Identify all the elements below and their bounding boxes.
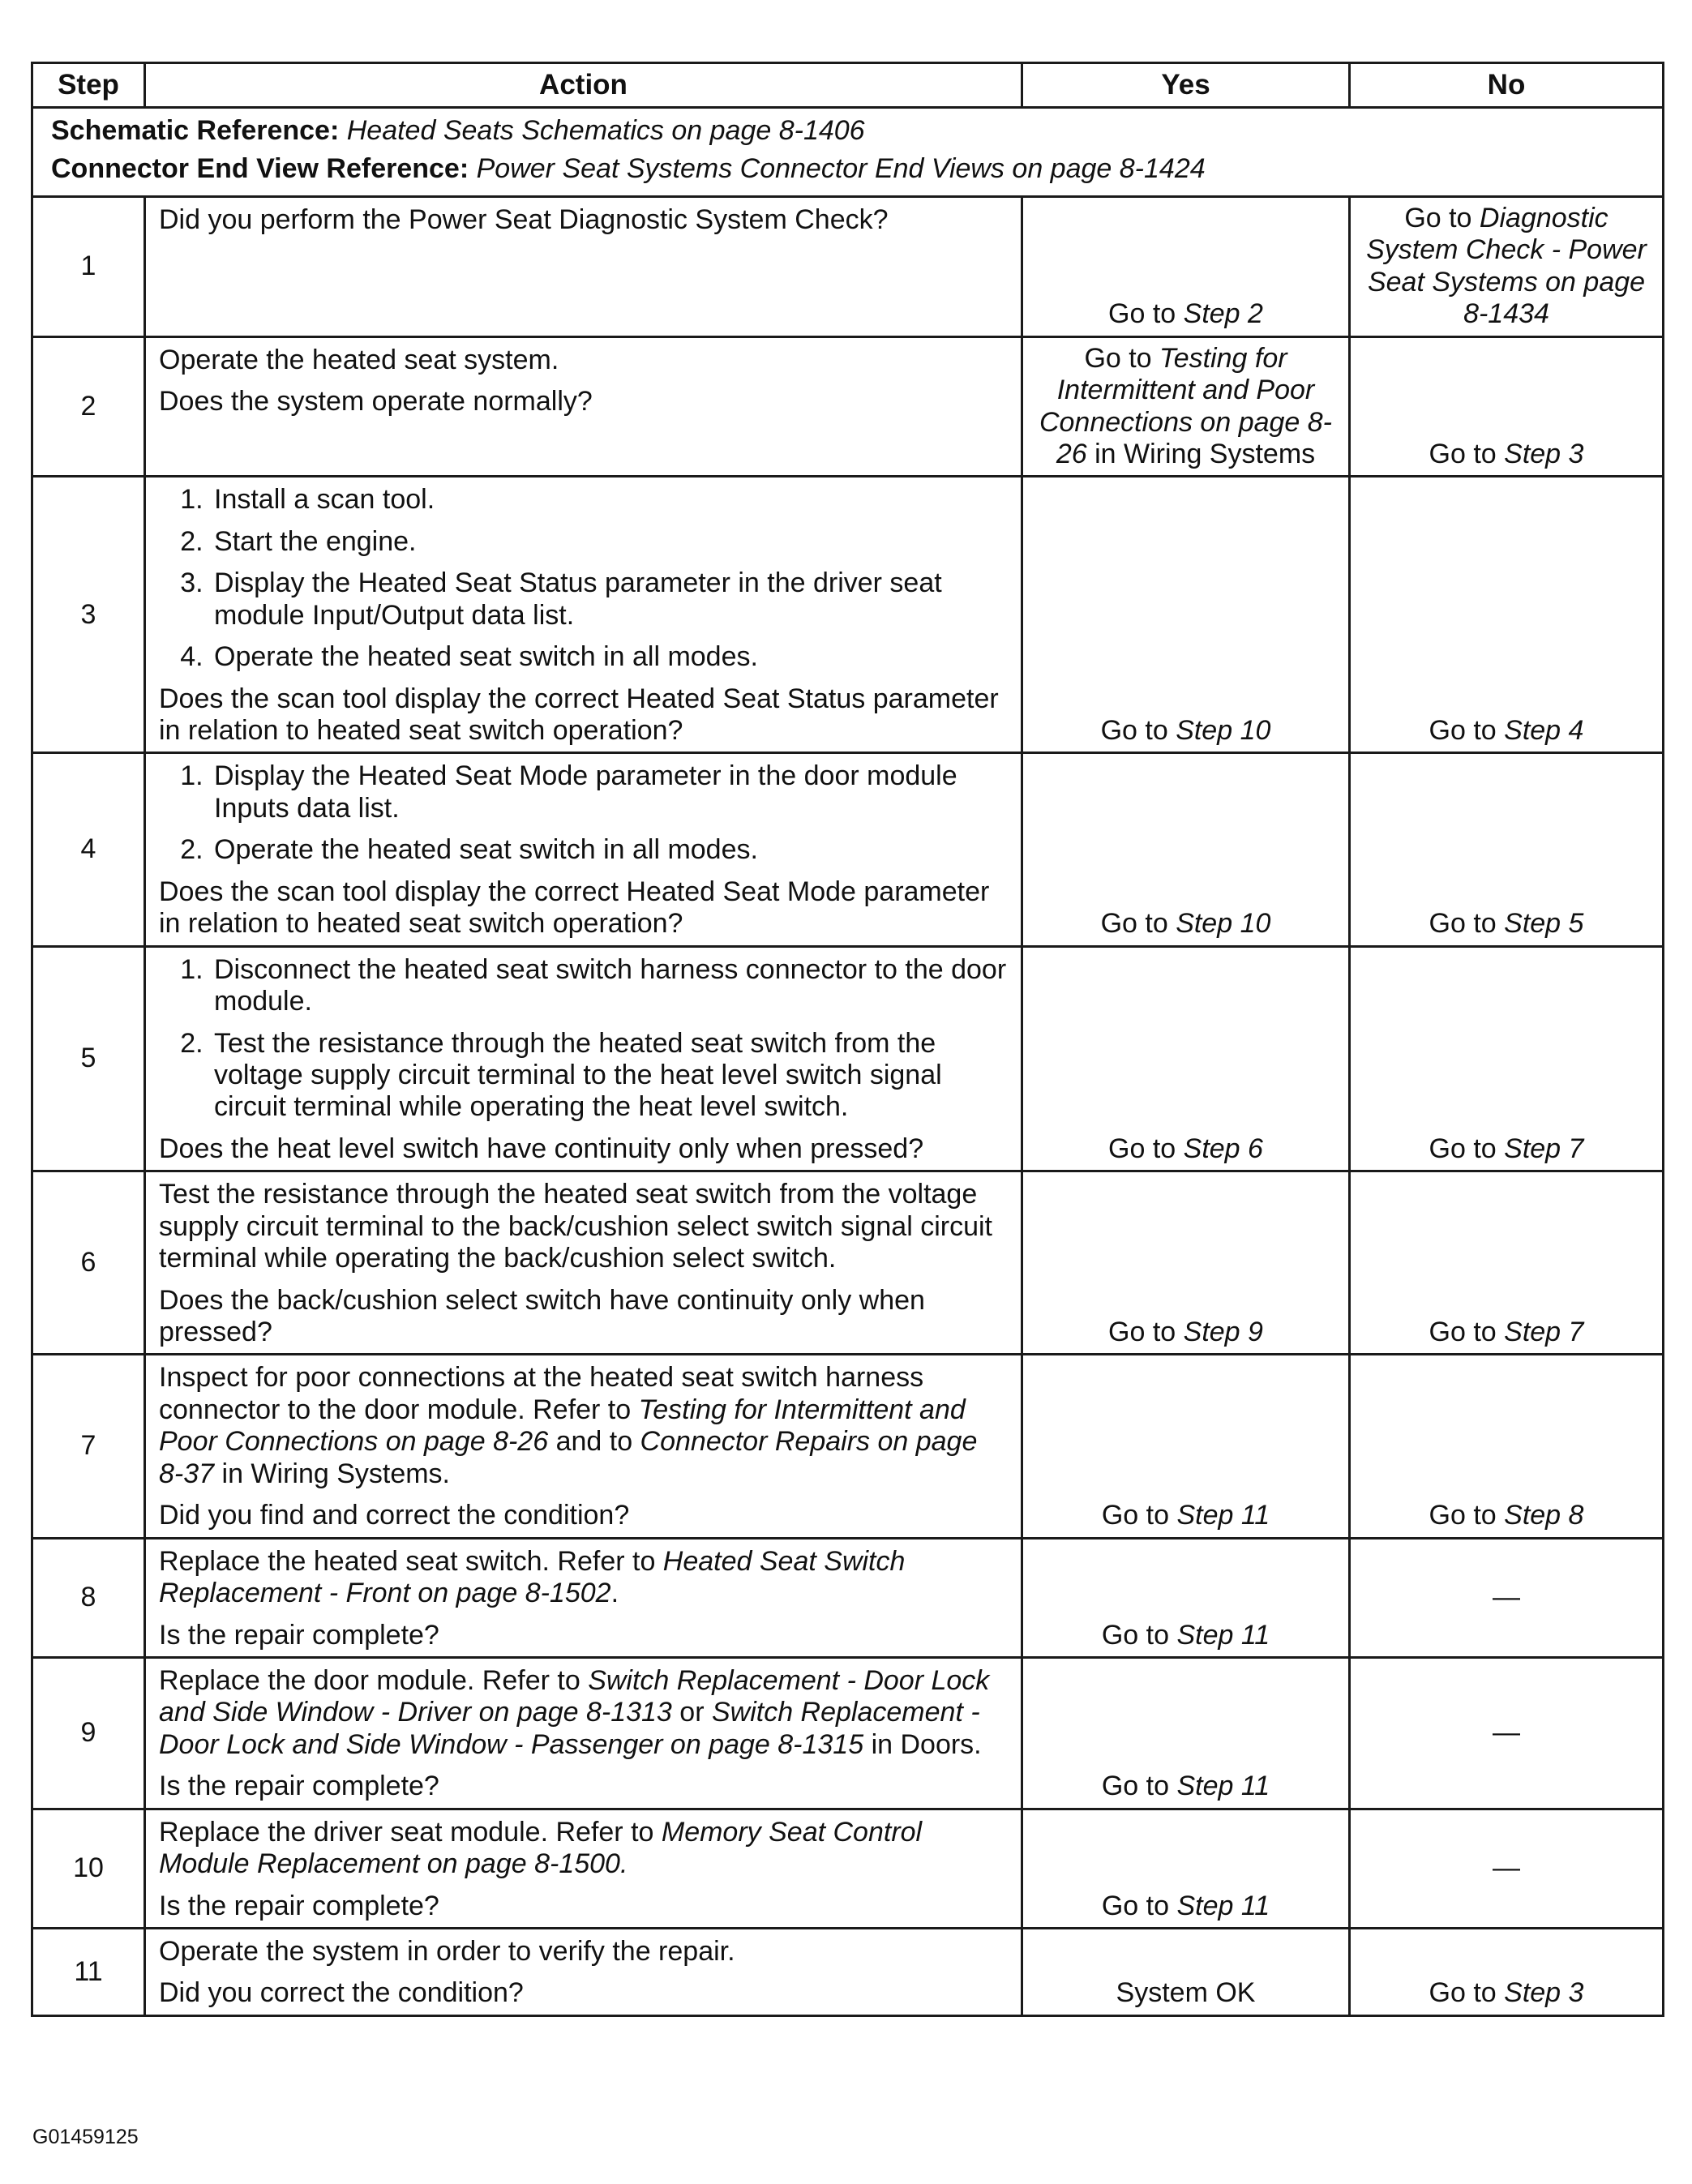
text-run: Operate the heated seat switch in all modes. xyxy=(214,834,758,866)
reference-link[interactable]: Step 11 xyxy=(1176,1890,1270,1921)
text-run: Replace the heated seat switch. Refer to xyxy=(159,1545,663,1577)
reference-link[interactable]: Step 6 xyxy=(1183,1133,1263,1164)
reference-link[interactable]: Step 9 xyxy=(1183,1317,1263,1347)
action-substeps xyxy=(159,954,1008,1124)
reference-link[interactable]: Connector Repairs on page 8-37 xyxy=(159,1426,978,1489)
table-row xyxy=(32,336,1664,477)
table-row xyxy=(32,1355,1664,1538)
text-run: Test the resistance through the heated seat switch from the voltage supply circuit terminal to the heat level switch signal circuit terminal while operating the heat level switch. xyxy=(214,1027,942,1123)
no-result xyxy=(1350,1929,1664,2016)
yes-result xyxy=(1022,1929,1350,2016)
step-number: 9 xyxy=(32,1657,145,1809)
text-run: System OK xyxy=(1116,1977,1256,2009)
reference-link[interactable]: Step 10 xyxy=(1176,715,1271,746)
text-run: Go to xyxy=(1404,202,1480,233)
text-run: and to xyxy=(548,1426,640,1458)
text-run: Go to xyxy=(1100,715,1176,746)
schematic-reference xyxy=(51,115,1644,147)
text-run: Go to xyxy=(1429,908,1505,940)
no-result xyxy=(1350,477,1664,753)
step-number: 8 xyxy=(32,1538,145,1657)
action-paragraph xyxy=(159,1936,1008,1968)
action-substep xyxy=(211,641,1008,673)
table-row xyxy=(32,196,1664,336)
table-row xyxy=(32,753,1664,946)
action-paragraph xyxy=(159,1500,1008,1531)
action-paragraph xyxy=(159,1133,1008,1165)
no-result xyxy=(1350,753,1664,946)
reference-link[interactable]: Step 3 xyxy=(1504,438,1584,469)
text-run: — xyxy=(1493,1582,1520,1613)
action-paragraph xyxy=(159,1179,1008,1274)
text-run: Go to xyxy=(1429,715,1505,746)
text-run: Go to xyxy=(1100,908,1176,940)
step-number: 10 xyxy=(32,1809,145,1928)
yes-result xyxy=(1022,946,1350,1171)
text-run: Go to xyxy=(1429,1977,1505,2009)
text-run: in Wiring Systems xyxy=(1086,438,1316,469)
text-run: Did you find and correct the condition? xyxy=(159,1500,630,1531)
action-substep xyxy=(211,760,1008,824)
text-run: Go to xyxy=(1108,1133,1184,1164)
text-run: Is the repair complete? xyxy=(159,1619,439,1651)
connector-reference-link[interactable]: Power Seat Systems Connector End Views on page 8-1424 xyxy=(476,153,1206,185)
table-row xyxy=(32,1929,1664,2016)
schematic-reference-link[interactable]: Heated Seats Schematics on page 8-1406 xyxy=(346,115,865,146)
action-paragraph xyxy=(159,683,1008,747)
diagnostic-table xyxy=(31,62,1664,2017)
yes-result xyxy=(1022,477,1350,753)
no-result xyxy=(1350,1355,1664,1538)
action-cell xyxy=(145,1171,1022,1355)
action-paragraph xyxy=(159,1285,1008,1349)
text-run: Display the Heated Seat Status parameter in the driver seat module Input/Output data list. xyxy=(214,567,942,631)
header-step: Step xyxy=(32,63,145,108)
text-run: or xyxy=(671,1697,712,1728)
table-row xyxy=(32,946,1664,1171)
text-run: Is the repair complete? xyxy=(159,1890,439,1921)
action-paragraph xyxy=(159,1771,1008,1802)
action-paragraph xyxy=(159,345,1008,376)
reference-link[interactable]: Step 2 xyxy=(1183,298,1263,330)
yes-result xyxy=(1022,753,1350,946)
text-run: Go to xyxy=(1108,298,1184,330)
text-run: in Wiring Systems. xyxy=(214,1458,451,1489)
text-run: Go to xyxy=(1101,1771,1177,1802)
yes-result xyxy=(1022,1657,1350,1809)
reference-link[interactable]: Testing for Intermittent and Poor Connections on page 8-26 xyxy=(1039,342,1333,469)
step-number: 3 xyxy=(32,477,145,753)
action-cell xyxy=(145,196,1022,336)
table-row xyxy=(32,477,1664,753)
table-row xyxy=(32,1809,1664,1928)
no-result xyxy=(1350,1657,1664,1809)
action-cell xyxy=(145,1355,1022,1538)
action-paragraph xyxy=(159,1977,1008,2009)
connector-reference-label: Connector End View Reference: xyxy=(51,153,469,185)
reference-link[interactable]: Step 3 xyxy=(1504,1977,1584,2009)
text-run: Go to xyxy=(1101,1619,1177,1651)
action-paragraph xyxy=(159,1546,1008,1610)
reference-link[interactable]: Step 8 xyxy=(1504,1500,1584,1531)
text-run: Operate the heated seat switch in all modes. xyxy=(214,641,758,673)
text-run: Disconnect the heated seat switch harness connector to the door module. xyxy=(214,953,1007,1017)
reference-link[interactable]: Testing for Intermittent and Poor Connections on page 8-26 xyxy=(159,1394,966,1458)
action-cell xyxy=(145,946,1022,1171)
action-substeps xyxy=(159,484,1008,673)
text-run: — xyxy=(1493,1852,1520,1884)
step-number: 7 xyxy=(32,1355,145,1538)
no-result xyxy=(1350,196,1664,336)
no-result xyxy=(1350,336,1664,477)
step-number: 11 xyxy=(32,1929,145,2016)
text-run: Start the engine. xyxy=(214,525,417,557)
text-run: Go to xyxy=(1101,1890,1177,1921)
action-paragraph xyxy=(159,1620,1008,1651)
table-row xyxy=(32,1657,1664,1809)
no-result xyxy=(1350,1171,1664,1355)
text-run: Test the resistance through the heated seat switch from the voltage supply circuit terminal to the back/cushion select switch signal circuit terminal while operating the back/cushion select switch. xyxy=(159,1179,992,1274)
action-cell xyxy=(145,753,1022,946)
action-paragraph xyxy=(159,204,1008,236)
reference-link[interactable]: Switch Replacement - Door Lock and Side Window - Passenger on page 8-1315 xyxy=(159,1697,980,1760)
yes-result xyxy=(1022,336,1350,477)
action-paragraph xyxy=(159,1817,1008,1881)
no-result xyxy=(1350,1809,1664,1928)
reference-link[interactable]: Memory Seat Control Module Replacement on page 8-1500. xyxy=(159,1816,923,1880)
yes-result xyxy=(1022,1538,1350,1657)
reference-link[interactable]: Switch Replacement - Door Lock and Side Window - Driver on page 8-1313 xyxy=(159,1664,990,1728)
action-paragraph xyxy=(159,876,1008,940)
text-run: Did you perform the Power Seat Diagnostic System Check? xyxy=(159,203,889,235)
reference-link[interactable]: Step 10 xyxy=(1176,908,1271,940)
action-substep xyxy=(211,526,1008,558)
text-run: Does the back/cushion select switch have continuity only when pressed? xyxy=(159,1284,925,1347)
reference-link[interactable]: Heated Seat Switch Replacement - Front on page 8-1502 xyxy=(159,1545,906,1609)
reference-link[interactable]: Step 7 xyxy=(1504,1133,1584,1164)
action-paragraph xyxy=(159,1665,1008,1761)
connector-reference xyxy=(51,153,1644,185)
action-cell xyxy=(145,1657,1022,1809)
text-run: Replace the driver seat module. Refer to xyxy=(159,1816,662,1848)
header-row xyxy=(32,63,1664,108)
table-row xyxy=(32,1171,1664,1355)
action-cell xyxy=(145,1929,1022,2016)
header-action: Action xyxy=(145,63,1022,108)
reference-link[interactable]: Diagnostic System Check - Power Seat Systems on page 8-1434 xyxy=(1366,202,1647,330)
reference-cell xyxy=(32,108,1664,197)
action-substeps xyxy=(159,760,1008,866)
action-substep xyxy=(211,954,1008,1018)
step-number: 5 xyxy=(32,946,145,1171)
text-run: Go to xyxy=(1429,1133,1505,1164)
text-run: Go to xyxy=(1429,1317,1505,1347)
text-run: in Doors. xyxy=(863,1728,982,1760)
header-yes: Yes xyxy=(1022,63,1350,108)
reference-link[interactable]: Step 5 xyxy=(1504,908,1584,940)
action-cell xyxy=(145,1809,1022,1928)
action-cell xyxy=(145,336,1022,477)
action-substep xyxy=(211,484,1008,516)
text-run: Did you correct the condition? xyxy=(159,1977,524,2009)
step-number: 6 xyxy=(32,1171,145,1355)
text-run: Does the heat level switch have continuity only when pressed? xyxy=(159,1133,924,1164)
text-run: Install a scan tool. xyxy=(214,484,435,516)
text-run: Operate the system in order to verify the repair. xyxy=(159,1936,735,1967)
reference-link[interactable]: Step 4 xyxy=(1504,715,1584,746)
yes-result xyxy=(1022,196,1350,336)
text-run: Does the scan tool display the correct Heated Seat Status parameter in relation to heated seat switch operation? xyxy=(159,683,999,746)
reference-link[interactable]: Step 7 xyxy=(1504,1317,1584,1347)
action-paragraph xyxy=(159,386,1008,418)
text-run: Replace the door module. Refer to xyxy=(159,1664,589,1696)
text-run: Is the repair complete? xyxy=(159,1771,439,1802)
step-number: 1 xyxy=(32,196,145,336)
text-run: — xyxy=(1493,1717,1520,1749)
text-run: Go to xyxy=(1101,1500,1177,1531)
action-paragraph xyxy=(159,1891,1008,1922)
yes-result xyxy=(1022,1171,1350,1355)
text-run: Go to xyxy=(1108,1317,1184,1347)
header-no: No xyxy=(1350,63,1664,108)
action-paragraph xyxy=(159,1362,1008,1490)
table-row xyxy=(32,1538,1664,1657)
reference-link[interactable]: Step 11 xyxy=(1176,1619,1270,1651)
no-result xyxy=(1350,1538,1664,1657)
text-run: Go to xyxy=(1429,1500,1505,1531)
text-run: Does the system operate normally? xyxy=(159,386,593,418)
action-substep xyxy=(211,834,1008,866)
reference-link[interactable]: Step 11 xyxy=(1176,1771,1270,1802)
yes-result xyxy=(1022,1809,1350,1928)
action-substep xyxy=(211,1028,1008,1124)
step-number: 4 xyxy=(32,753,145,946)
reference-row xyxy=(32,108,1664,197)
step-number: 2 xyxy=(32,336,145,477)
text-run: . xyxy=(610,1578,619,1609)
text-run: Does the scan tool display the correct Heated Seat Mode parameter in relation to heated seat switch operation? xyxy=(159,876,990,940)
yes-result xyxy=(1022,1355,1350,1538)
action-cell xyxy=(145,477,1022,753)
text-run: Inspect for poor connections at the heated seat switch harness connector to the door module. Refer to xyxy=(159,1362,924,1425)
text-run: Operate the heated seat system. xyxy=(159,344,559,375)
schematic-reference-label: Schematic Reference: xyxy=(51,115,340,146)
text-run: Display the Heated Seat Mode parameter in the door module Inputs data list. xyxy=(214,760,957,824)
action-cell xyxy=(145,1538,1022,1657)
text-run: Go to xyxy=(1084,342,1160,374)
no-result xyxy=(1350,946,1664,1171)
figure-id: G01459125 xyxy=(32,2126,139,2148)
action-substep xyxy=(211,567,1008,632)
reference-link[interactable]: Step 11 xyxy=(1176,1500,1270,1531)
text-run: Go to xyxy=(1429,438,1505,469)
